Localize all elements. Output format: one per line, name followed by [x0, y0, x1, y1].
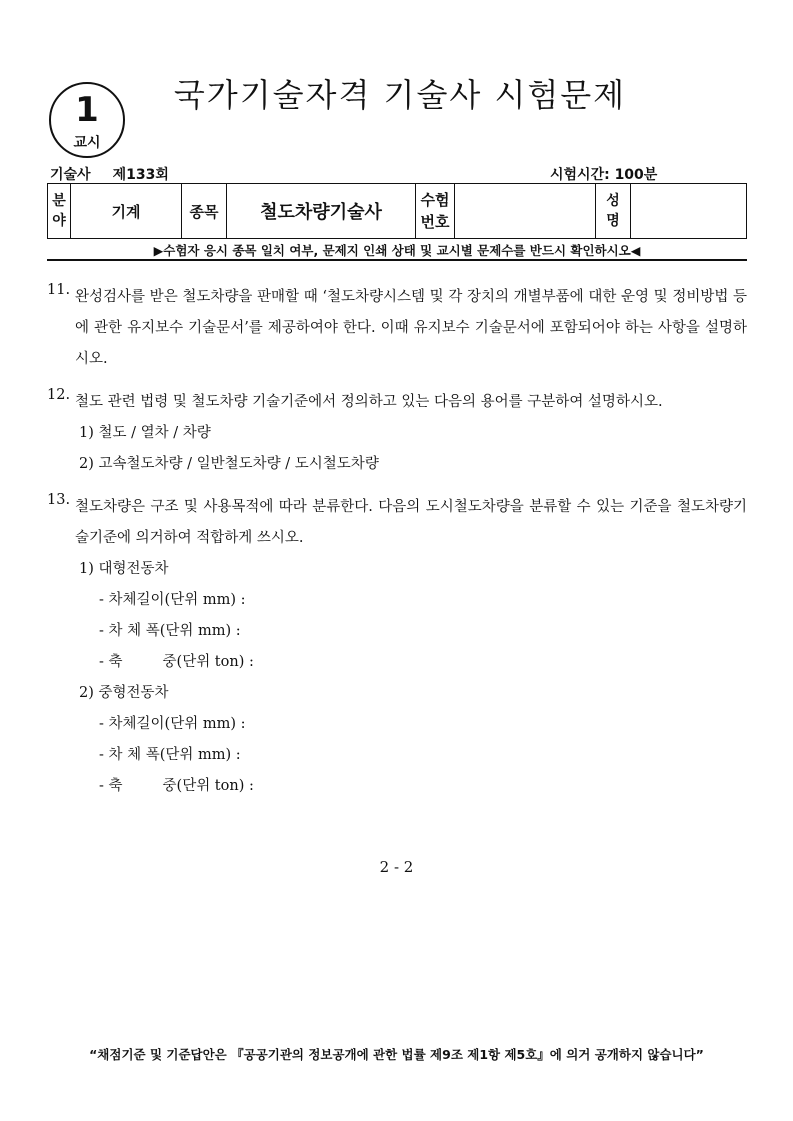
field-label-2: 야: [52, 213, 66, 229]
answer-line: [75, 740, 747, 771]
question-number: 12.: [47, 387, 71, 403]
answer-line: [75, 585, 747, 616]
group-title: 2) 중형전동차: [79, 685, 169, 701]
question-text: 철도차량은 구조 및 사용목적에 따라 분류한다. 다음의 도시철도차량을 분류할 수 있는 기준을 철도차량기술기준에 의거하여 적합하게 쓰시오.: [75, 499, 747, 546]
field-label-cell: [48, 184, 71, 239]
notice: ▶수험자 응시 종목 일치 여부, 문제지 인쇄 상태 및 교시별 문제수를 반드시 확인하시오◀: [153, 243, 641, 258]
line-label-a: - 축: [99, 654, 123, 670]
answer-line: [75, 709, 747, 740]
exam-category: 기술사: [50, 167, 91, 183]
line-label: - 차체길이: [99, 592, 165, 608]
exam-no-label-cell: [416, 184, 455, 239]
question-item: 1) 철도 / 열차 / 차량: [79, 425, 211, 441]
name-label-2: 명: [606, 213, 620, 229]
page-number: 2 - 2: [379, 858, 414, 876]
question-13: [47, 492, 747, 802]
line-unit: (단위 mm) :: [159, 623, 241, 639]
field-label-1: 분: [52, 193, 66, 209]
line-label: - 차체길이: [99, 716, 165, 732]
type-value: 철도차량기술사: [227, 184, 416, 239]
question-item: 2) 고속철도차량 / 일반철도차량 / 도시철도차량: [79, 456, 379, 472]
exam-no-label-1: 수험: [420, 191, 450, 209]
type-label: 종목: [182, 184, 227, 239]
question-number: 13.: [47, 492, 71, 508]
answer-line: [75, 647, 747, 678]
question-list: [47, 282, 747, 814]
line-unit: (단위 mm) :: [164, 716, 246, 732]
question-text: 철도 관련 법령 및 철도차량 기술기준에서 정의하고 있는 다음의 용어를 구분하여 설명하시오.: [75, 394, 663, 410]
divider: [47, 259, 747, 261]
line-label-a: - 축: [99, 778, 123, 794]
exam-no-field[interactable]: [455, 184, 596, 239]
exam-no-label-2: 번호: [420, 213, 450, 231]
question-number: 11.: [47, 282, 71, 298]
session-label: 교시: [73, 135, 101, 151]
exam-category-round: [50, 164, 169, 184]
exam-title: 국가기술자격 기술사 시험문제: [173, 76, 627, 114]
line-label: - 차 체 폭: [99, 747, 160, 763]
question-12: [47, 387, 747, 480]
line-label-b: 중: [162, 778, 177, 794]
name-label-1: 성: [606, 193, 620, 209]
name-field[interactable]: [631, 184, 747, 239]
session-badge: [49, 82, 125, 158]
question-11: [47, 282, 747, 375]
footer-note: “채점기준 및 기준답안은 『공공기관의 정보공개에 관한 법률 제9조 제1항 제5호』에 의거 공개하지 않습니다”: [89, 1047, 704, 1062]
line-unit: (단위 ton) :: [176, 778, 254, 794]
line-label: - 차 체 폭: [99, 623, 160, 639]
line-unit: (단위 mm) :: [159, 747, 241, 763]
field-value: 기계: [71, 184, 182, 239]
group-title: 1) 대형전동차: [79, 561, 169, 577]
answer-line: [75, 771, 747, 802]
exam-round: 제133회: [112, 167, 169, 183]
line-label-b: 중: [162, 654, 177, 670]
line-unit: (단위 mm) :: [164, 592, 246, 608]
line-unit: (단위 ton) :: [176, 654, 254, 670]
session-number: 1: [75, 90, 99, 130]
exam-time: 시험시간: 100분: [550, 167, 658, 183]
question-text: 완성검사를 받은 철도차량을 판매할 때 ‘철도차량시스템 및 각 장치의 개별부품에 대한 운영 및 정비방법 등에 관한 유지보수 기술문서’를 제공하여야 한다. 이때 유지보수 기술문서에 포함되어야 하는 사항을 설명하시오.: [75, 289, 747, 367]
answer-line: [75, 616, 747, 647]
exam-info-table: [47, 183, 747, 239]
name-label-cell: [596, 184, 631, 239]
